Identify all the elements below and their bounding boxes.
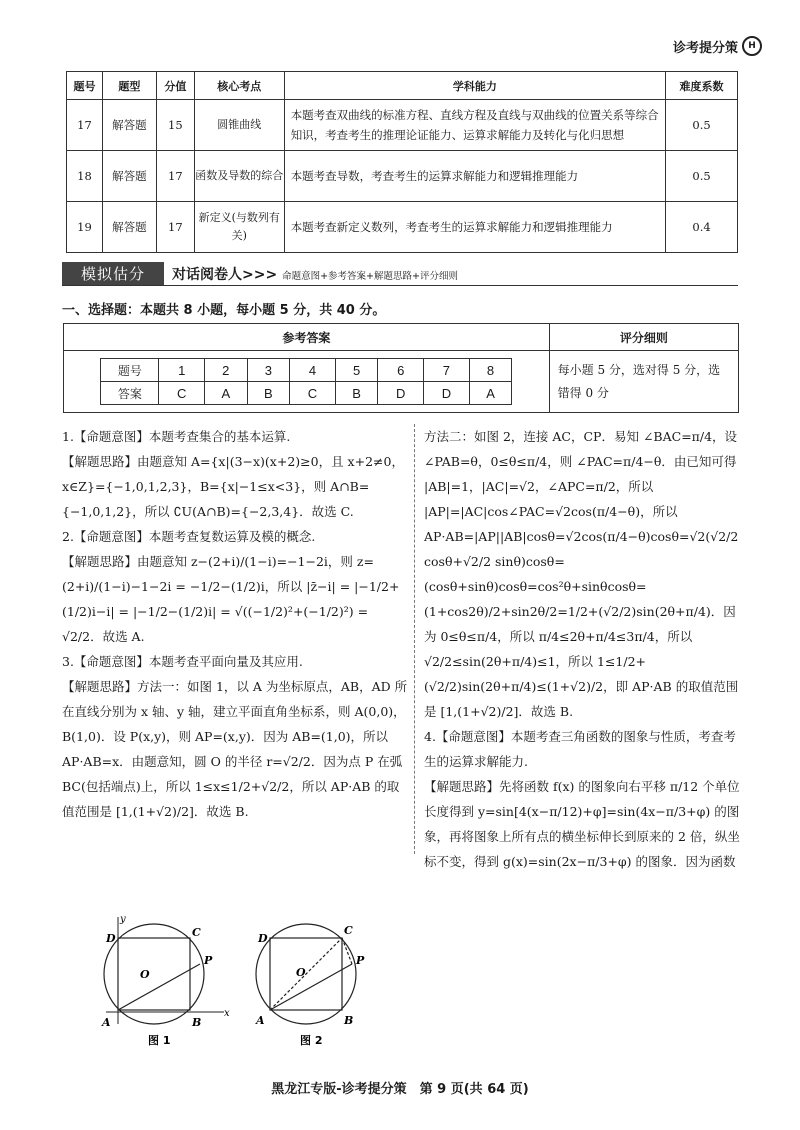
q1-solution: 【解题思路】由题意知 A={x|(3−x)(x+2)≥0，且 x+2≠0，x∈Z}={−1,0,1,2,3}，B={x|−1≤x<3}，则 A∩B={−1,0,1,2}，所以 ∁U(A∩B)={−2,3,4}．故选 C.: [62, 454, 404, 519]
point-p-2: P: [356, 954, 365, 967]
page-footer: 黑龙江专版-诊考提分策 第 9 页(共 64 页): [271, 1082, 529, 1097]
q3-intent: 3.【命题意图】本题考查平面向量及其应用.: [62, 654, 303, 669]
row-type: 解答题: [102, 202, 156, 253]
figure-1: [101, 914, 230, 1047]
table-row: [67, 151, 738, 202]
row-score: 17: [156, 202, 194, 253]
exam-analysis-table: [66, 71, 738, 253]
banner-title-text: 对话阅卷人>>>: [172, 267, 278, 283]
segment-ap: [270, 964, 352, 1010]
q4-intent: 4.【命题意图】本题考查三角函数的图象与性质，考查考生的运算求解能力.: [424, 729, 736, 769]
axis-y-label: y: [120, 914, 126, 925]
q3-method2: 方法二：如图 2，连接 AC，CP．易知 ∠BAC=π/4，设 ∠PAB=θ，0≤θ≤π/4，则 ∠PAC=π/4−θ．由已知可得 |AB|=1，|AC|=√2，∠APC=π/2，所以 |AP|=|AC|cos∠PAC=√2cos(π/4−θ)，所以 AP·AB=|AP||AB|cosθ=√2cos(π/4−θ)cosθ=√2(√2/2 cosθ+√2/2 sinθ)cosθ=(cosθ+sinθ)cosθ=cos²θ+sinθcosθ=(1+cos2θ)/2+sin2θ/2=1/2+(√2/2)sin(2θ+π/4)．因为 0≤θ≤π/4，所以 π/4≤2θ+π/4≤3π/4，所以 √2/2≤sin(2θ+π/4)≤1，所以 1≤1/2+(√2/2)sin(2θ+π/4)≤(1+√2)/2，即 AP·AB 的取值范围是 [1,(1+√2)/2]．故选 B.: [424, 429, 739, 719]
point-o: O: [140, 968, 150, 981]
point-a: A: [102, 1016, 111, 1029]
q2-intent: 2.【命题意图】本题考查复数运算及模的概念.: [62, 529, 316, 544]
answer-letter: B: [335, 382, 378, 405]
point-d-2: D: [258, 932, 268, 945]
header-score: 分值: [156, 72, 194, 100]
point-b-2: B: [344, 1014, 354, 1027]
row-num: 18: [67, 151, 103, 202]
table-row: [67, 100, 738, 151]
q3-solution: 【解题思路】方法一：如图 1，以 A 为坐标原点，AB，AD 所在直线分别为 x 轴、y 轴，建立平面直角坐标系，则 A(0,0)，B(1,0)．设 P(x,y)，则 AP=(x,y)．因为 AB=(1,0)，所以 AP·AB=x．由题意知，圆 O 的半径 r=√2/2．因为点 P 在弧 BC(包括端点)上，所以 1≤x≤1/2+√2/2，所以 AP·AB 的取值范围是 [1,(1+√2)/2]．故选 B.: [62, 679, 408, 819]
question-number: 2: [205, 359, 248, 382]
grading-header: 评分细则: [549, 324, 738, 351]
question-number: 6: [378, 359, 424, 382]
row-keypoint: 函数及导数的综合: [194, 151, 284, 202]
answer-letter: A: [205, 382, 248, 405]
question-number: 4: [290, 359, 336, 382]
banner-subtitle: 命题意图+参考答案+解题思路+评分细则: [282, 271, 458, 282]
row-keypoint: 新定义(与数列有关): [194, 202, 284, 253]
answer-letter: C: [290, 382, 336, 405]
question-number: 5: [335, 359, 378, 382]
row-difficulty: 0.5: [666, 151, 738, 202]
question-number: 8: [469, 359, 512, 382]
question-number: 7: [424, 359, 470, 382]
square-abcd: [118, 938, 190, 1010]
answer-grid: [100, 358, 512, 405]
header-ability: 学科能力: [284, 72, 665, 100]
header-brand: [673, 36, 762, 56]
row-ability: 本题考查导数，考查考生的运算求解能力和逻辑推理能力: [284, 151, 665, 202]
figures: [96, 912, 396, 1052]
banner-title: [172, 264, 458, 284]
point-d: D: [106, 932, 116, 945]
answer-table: [63, 323, 739, 413]
point-a-2: A: [256, 1014, 265, 1027]
table-header-row: [67, 72, 738, 100]
answer-label: 答案: [101, 382, 159, 405]
answer-header: 参考答案: [64, 324, 550, 351]
row-num: 19: [67, 202, 103, 253]
answer-letter: C: [159, 382, 205, 405]
header-num: 题号: [67, 72, 103, 100]
answer-letter: D: [424, 382, 470, 405]
answer-cell: [64, 351, 550, 413]
answer-letter: D: [378, 382, 424, 405]
grading-text: 每小题 5 分，选对得 5 分，选错得 0 分: [549, 351, 738, 413]
figure-2: [255, 924, 365, 1047]
vector-ap: [118, 964, 200, 1010]
answer-num-row: [101, 359, 512, 382]
geometry-figures: [96, 912, 396, 1052]
answer-letter-row: [101, 382, 512, 405]
row-difficulty: 0.5: [666, 100, 738, 151]
row-type: 解答题: [102, 151, 156, 202]
left-column: [62, 424, 410, 824]
header-type: 题型: [102, 72, 156, 100]
point-c: C: [192, 926, 201, 939]
header-difficulty: 难度系数: [666, 72, 738, 100]
q2-solution: 【解题思路】由题意知 z−(2+i)/(1−i)=−1−2i，则 z=(2+i)/(1−i)−1−2i = −1/2−(1/2)i，所以 |z̄−i| = |−1/2+(1/2)i−i| = |−1/2−(1/2)i| = √((−1/2)²+(−1/2)²) = √2/2．故选 A.: [62, 554, 400, 644]
table-row: [67, 202, 738, 253]
right-column: [424, 424, 746, 874]
answer-letter: B: [247, 382, 290, 405]
num-label: 题号: [101, 359, 159, 382]
point-b: B: [192, 1016, 202, 1029]
row-score: 17: [156, 151, 194, 202]
row-type: 解答题: [102, 100, 156, 151]
section-banner: [62, 262, 738, 286]
figure-1-caption: 图 1: [148, 1034, 171, 1047]
q4-solution: 【解题思路】先将函数 f(x) 的图象向右平移 π/12 个单位长度得到 y=sin[4(x−π/12)+φ]=sin(4x−π/3+φ) 的图象，再将图象上所有点的横坐标伸长到原来的 2 倍，纵坐标不变，得到 g(x)=sin(2x−π/3+φ) 的图象．因为函数: [424, 779, 740, 869]
row-score: 15: [156, 100, 194, 151]
section-heading: 一、选择题：本题共 8 小题，每小题 5 分，共 40 分。: [62, 303, 386, 318]
axis-x-label: x: [224, 1008, 230, 1019]
segment-ac: [270, 938, 342, 1010]
point-o-2: O: [296, 966, 306, 979]
figure-2-caption: 图 2: [300, 1034, 323, 1047]
point-c-2: C: [344, 924, 353, 937]
row-num: 17: [67, 100, 103, 151]
brand-text: 诊考提分策: [672, 40, 738, 56]
header-keypoint: 核心考点: [194, 72, 284, 100]
row-difficulty: 0.4: [666, 202, 738, 253]
brand-logo-icon: H: [742, 36, 762, 56]
row-ability: 本题考查双曲线的标准方程、直线方程及直线与双曲线的位置关系等综合知识，考查考生的推理论证能力、运算求解能力及转化与化归思想: [284, 100, 665, 151]
row-keypoint: 圆锥曲线: [194, 100, 284, 151]
question-number: 1: [159, 359, 205, 382]
column-divider: [414, 424, 415, 854]
point-p: P: [204, 954, 213, 967]
q1-intent: 1.【命题意图】本题考查集合的基本运算.: [62, 429, 291, 444]
row-ability: 本题考查新定义数列，考查考生的运算求解能力和逻辑推理能力: [284, 202, 665, 253]
banner-tag: 模拟估分: [62, 262, 164, 285]
answer-letter: A: [469, 382, 512, 405]
question-number: 3: [247, 359, 290, 382]
